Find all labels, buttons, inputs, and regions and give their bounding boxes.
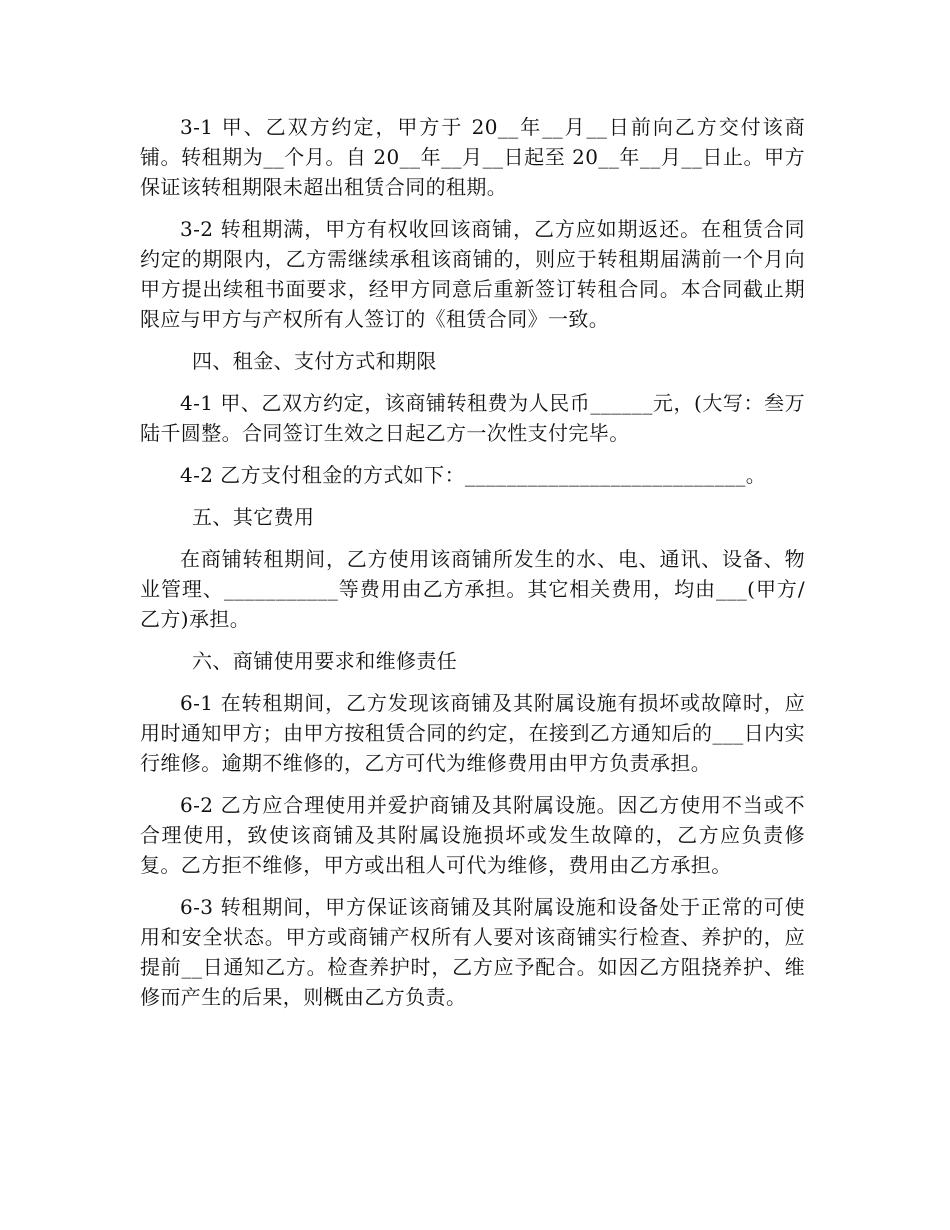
section-heading-maintenance: 六、商铺使用要求和维修责任 [192, 649, 458, 673]
clause-6-2: 6-2 乙方应合理使用并爱护商铺及其附属设施。因乙方使用不当或不合理使用，致使该商铺及其附属设施损坏或发生故障的，乙方应负责修复。乙方拒不维修，甲方或出租人可代为维修，费用由乙方承担。 [140, 793, 805, 877]
document-body [140, 112, 805, 1024]
clause-4-1: 4-1 甲、乙双方约定，该商铺转租费为人民币______元，(大写：叁万陆千圆整。合同签订生效之日起乙方一次性支付完毕。 [140, 391, 805, 445]
clause-4-2: 4-2 乙方支付租金的方式如下：___________________________。 [180, 463, 767, 487]
clause-6-3: 6-3 转租期间，甲方保证该商铺及其附属设施和设备处于正常的可使用和安全状态。甲方或商铺产权所有人要对该商铺实行检查、养护的，应提前__日通知乙方。检查养护时，乙方应予配合。如因乙方阻挠养护、维修而产生的后果，则概由乙方负责。 [140, 895, 805, 1009]
section-heading-rent: 四、租金、支付方式和期限 [192, 349, 437, 373]
section-heading-other-fees: 五、其它费用 [192, 505, 315, 529]
clause-3-1: 3-1 甲、乙双方约定，甲方于 20__年__月__日前向乙方交付该商铺。转租期为__个月。自 20__年__月__日起至 20__年__月__日止。甲方保证该转租期限未超出租赁合同的租期。 [140, 115, 805, 199]
clause-other-fees: 在商铺转租期间，乙方使用该商铺所发生的水、电、通讯、设备、物业管理、___________等费用由乙方承担。其它相关费用，均由___(甲方/乙方)承担。 [140, 547, 805, 631]
clause-3-2: 3-2 转租期满，甲方有权收回该商铺，乙方应如期返还。在租赁合同约定的期限内，乙方需继续承租该商铺的，则应于转租期届满前一个月向甲方提出续租书面要求，经甲方同意后重新签订转租合同。本合同截止期限应与甲方与产权所有人签订的《租赁合同》一致。 [140, 217, 805, 331]
clause-6-1: 6-1 在转租期间，乙方发现该商铺及其附属设施有损坏或故障时，应用时通知甲方；由甲方按租赁合同的约定，在接到乙方通知后的___日内实行维修。逾期不维修的，乙方可代为维修费用由甲方负责承担。 [140, 691, 805, 775]
